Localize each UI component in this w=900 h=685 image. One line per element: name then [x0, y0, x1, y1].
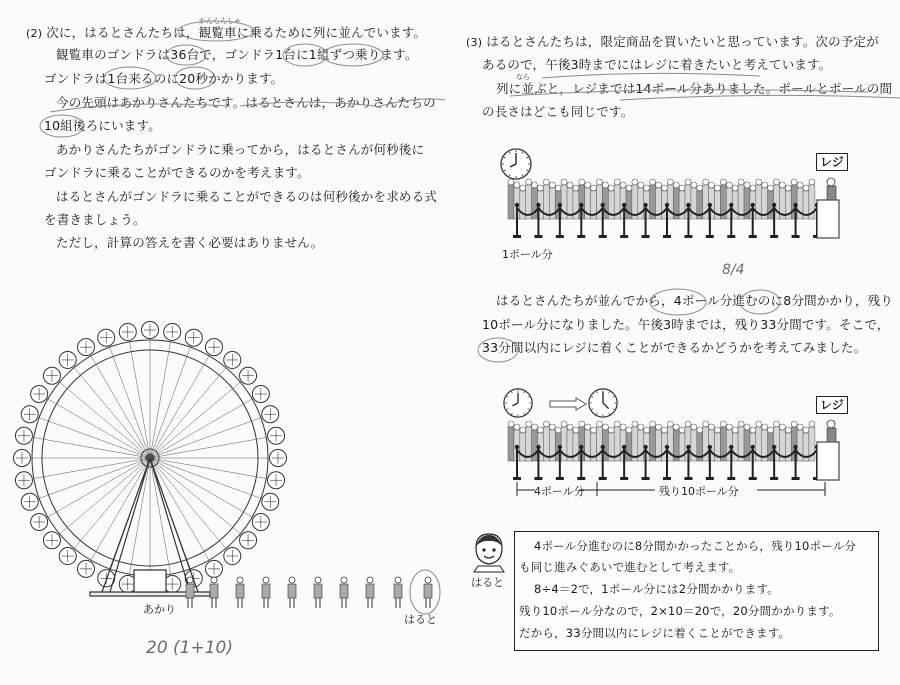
circle-haruto — [405, 568, 445, 618]
arrow-icon — [548, 397, 588, 411]
q3-line-1-text: はるとさんたちは，限定商品を買いたいと思っています。次の予定が — [486, 34, 879, 49]
register-sign-2: レジ — [816, 396, 848, 414]
handwritten-fraction: 8/4 — [722, 262, 745, 278]
q2-line-4: 今の先頭はあかりさんたちです。はるとさんは，あかりさんたちの — [56, 95, 436, 110]
haruto-reasoning-box — [514, 531, 879, 651]
q3-line-6: 10ポール分になりました。午後3時までは，残り33分間です。そこで， — [482, 317, 890, 332]
pencil-marks-q3-top — [460, 0, 900, 110]
box-line-2: も同じ進みぐあいで進むとして考えます。 — [519, 560, 741, 574]
remaining-ten-poles-label: 残り10ポール分 — [659, 485, 739, 498]
ruby-kanransha: かんらんしゃ — [199, 17, 241, 25]
q2-line-2: 観覧車のゴンドラは36台で，ゴンドラ1台に1組ずつ乗ります。 — [56, 47, 418, 62]
label-akari: あかり — [143, 603, 176, 616]
ferris-wheel-illustration — [10, 310, 300, 610]
label-haruto: はると — [404, 613, 437, 626]
queue-diagram-2 — [505, 412, 845, 484]
q2-line-8: はるとさんがゴンドラに乗ることができるのは何秒後かを求める式 — [56, 189, 438, 204]
q2-line-10: ただし，計算の答えを書く必要はありません。 — [56, 235, 324, 250]
q3-line-5: はるとさんたちが並んでから，4ポール分進むのに8分間かかり，残り — [496, 293, 894, 308]
q2-line-3: ゴンドラは1台来るのに20秒かかります。 — [44, 71, 284, 86]
q3-line-2: あるので，午後3時までにはレジに着きたいと考えています。 — [482, 57, 832, 72]
q2-line-9: を書きましょう。 — [44, 212, 146, 227]
q3-line-3: 列に並ぶと，レジまでは14ポール分ありました。ポールとポールの間 — [496, 81, 893, 96]
q3-line-4: の長さはどこも同じです。 — [482, 104, 634, 119]
handwritten-answer: 20 (1+10) — [146, 638, 233, 658]
register-sign-1: レジ — [816, 153, 848, 171]
q3-line-7: 33分間以内にレジに着くことができるかどうかを考えてみました。 — [482, 340, 867, 355]
box-line-4: 残り10ポール分なので，2×10＝20で，20分間かかります。 — [519, 604, 841, 618]
queue-diagram-1 — [505, 170, 845, 242]
box-line-1: 4ポール分進むのに8分間かかったことから，残り10ポール分 — [534, 539, 857, 553]
q2-number: (2) — [26, 27, 43, 40]
ruby-narabu: なら — [516, 73, 530, 81]
box-line-3: 8÷4＝2で，1ポール分には2分間かかります。 — [534, 582, 779, 596]
pencil-marks-q3-mid — [460, 280, 900, 360]
haruto-face-icon — [470, 532, 508, 572]
q2-line-1-text: 次に，はるとさんたちは，観覧車に乗るために列に並んでいます。 — [46, 25, 427, 40]
four-poles-label: 4ポール分 — [534, 485, 585, 498]
speaker-name: はると — [471, 576, 504, 589]
q3-number: (3) — [466, 36, 483, 49]
q2-line-7: ゴンドラに乗ることができるのかを考えます。 — [44, 165, 310, 180]
q2-line-6: あかりさんたちがゴンドラに乗ってから，はるとさんが何秒後に — [56, 142, 425, 157]
box-line-5: だから，33分間以内にレジに着くことができます。 — [519, 626, 791, 640]
one-pole-label: 1ポール分 — [502, 248, 553, 261]
pencil-marks-q2 — [0, 0, 450, 160]
q2-line-5: 10組後ろにいます。 — [44, 118, 161, 133]
